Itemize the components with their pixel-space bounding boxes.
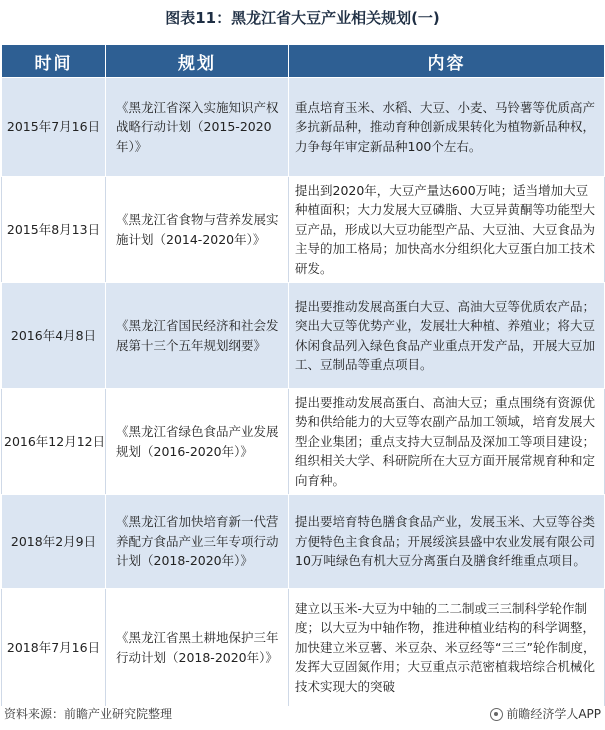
row-content: 提出要推动发展高蛋白大豆、高油大豆等优质农产品；突出大豆等优势产业，发展壮大种植、养殖业；将大豆休闲食品列入绿色食品产业重点开发产品，开展大豆加工、豆制品等重点项目。 xyxy=(289,283,605,389)
row-time: 2015年8月13日 xyxy=(2,177,106,283)
footer xyxy=(0,698,605,730)
table-row xyxy=(2,283,605,389)
source-note: 资料来源：前瞻产业研究院整理 xyxy=(4,707,173,721)
table-row xyxy=(2,495,605,589)
header-plan: 规划 xyxy=(106,45,289,78)
row-plan: 《黑龙江省国民经济和社会发展第十三个五年规划纲要》 xyxy=(106,283,289,389)
planning-table xyxy=(1,44,605,707)
row-content: 重点培育玉米、水稻、大豆、小麦、马铃薯等优质高产多抗新品种，推动育种创新成果转化为植物新品种权，力争每年审定新品种100个左右。 xyxy=(289,78,605,177)
row-content: 提出到2020年，大豆产量达600万吨；适当增加大豆种植面积；大力发展大豆磷脂、大豆异黄酮等功能型大豆产品，形成以大豆功能型产品、大豆油、大豆食品为主导的加工格局；加快高水分组织化大豆蛋白加工技术研发。 xyxy=(289,177,605,283)
brand-logo-icon xyxy=(490,708,503,721)
row-plan: 《黑龙江省食物与营养发展实施计划（2014-2020年）》 xyxy=(106,177,289,283)
row-plan: 《黑龙江省绿色食品产业发展规划（2016-2020年）》 xyxy=(106,389,289,495)
row-content: 提出要培育特色膳食食品产业，发展玉米、大豆等谷类方便特色主食食品；开展绥滨县盛中农业发展有限公司10万吨绿色有机大豆分离蛋白及膳食纤维重点项目。 xyxy=(289,495,605,589)
table-header-row xyxy=(2,45,605,78)
row-time: 2016年12月12日 xyxy=(2,389,106,495)
table-row xyxy=(2,589,605,707)
row-plan: 《黑龙江省黑土耕地保护三年行动计划（2018-2020年）》 xyxy=(106,589,289,707)
row-plan: 《黑龙江省深入实施知识产权战略行动计划（2015-2020年）》 xyxy=(106,78,289,177)
row-content: 建立以玉米-大豆为中轴的二二制或三三制科学轮作制度；以大豆为中轴作物，推进种植业结构的科学调整，加快建立米豆薯、米豆杂、米豆经等“三三”轮作制度，发挥大豆固氮作用；大豆重点示范密植栽培综合机械化技术实现大的突破 xyxy=(289,589,605,707)
header-time: 时间 xyxy=(2,45,106,78)
row-time: 2015年7月16日 xyxy=(2,78,106,177)
row-content: 提出要推动发展高蛋白、高油大豆；重点围绕有资源优势和供给能力的大豆等农副产品加工领域，培育发展大型企业集团；重点支持大豆制品及深加工等项目建设；组织相关大学、科研院所在大豆方面开展常规育种和定向育种。 xyxy=(289,389,605,495)
brand[interactable] xyxy=(490,704,601,724)
row-time: 2018年2月9日 xyxy=(2,495,106,589)
table-row xyxy=(2,78,605,177)
brand-label: 前瞻经济学人APP xyxy=(506,707,601,721)
header-content: 内容 xyxy=(289,45,605,78)
row-time: 2016年4月8日 xyxy=(2,283,106,389)
table-row xyxy=(2,389,605,495)
table-row xyxy=(2,177,605,283)
row-plan: 《黑龙江省加快培育新一代营养配方食品产业三年专项行动计划（2018-2020年）》 xyxy=(106,495,289,589)
row-time: 2018年7月16日 xyxy=(2,589,106,707)
figure-title: 图表11：黑龙江省大豆产业相关规划(一) xyxy=(165,9,440,27)
